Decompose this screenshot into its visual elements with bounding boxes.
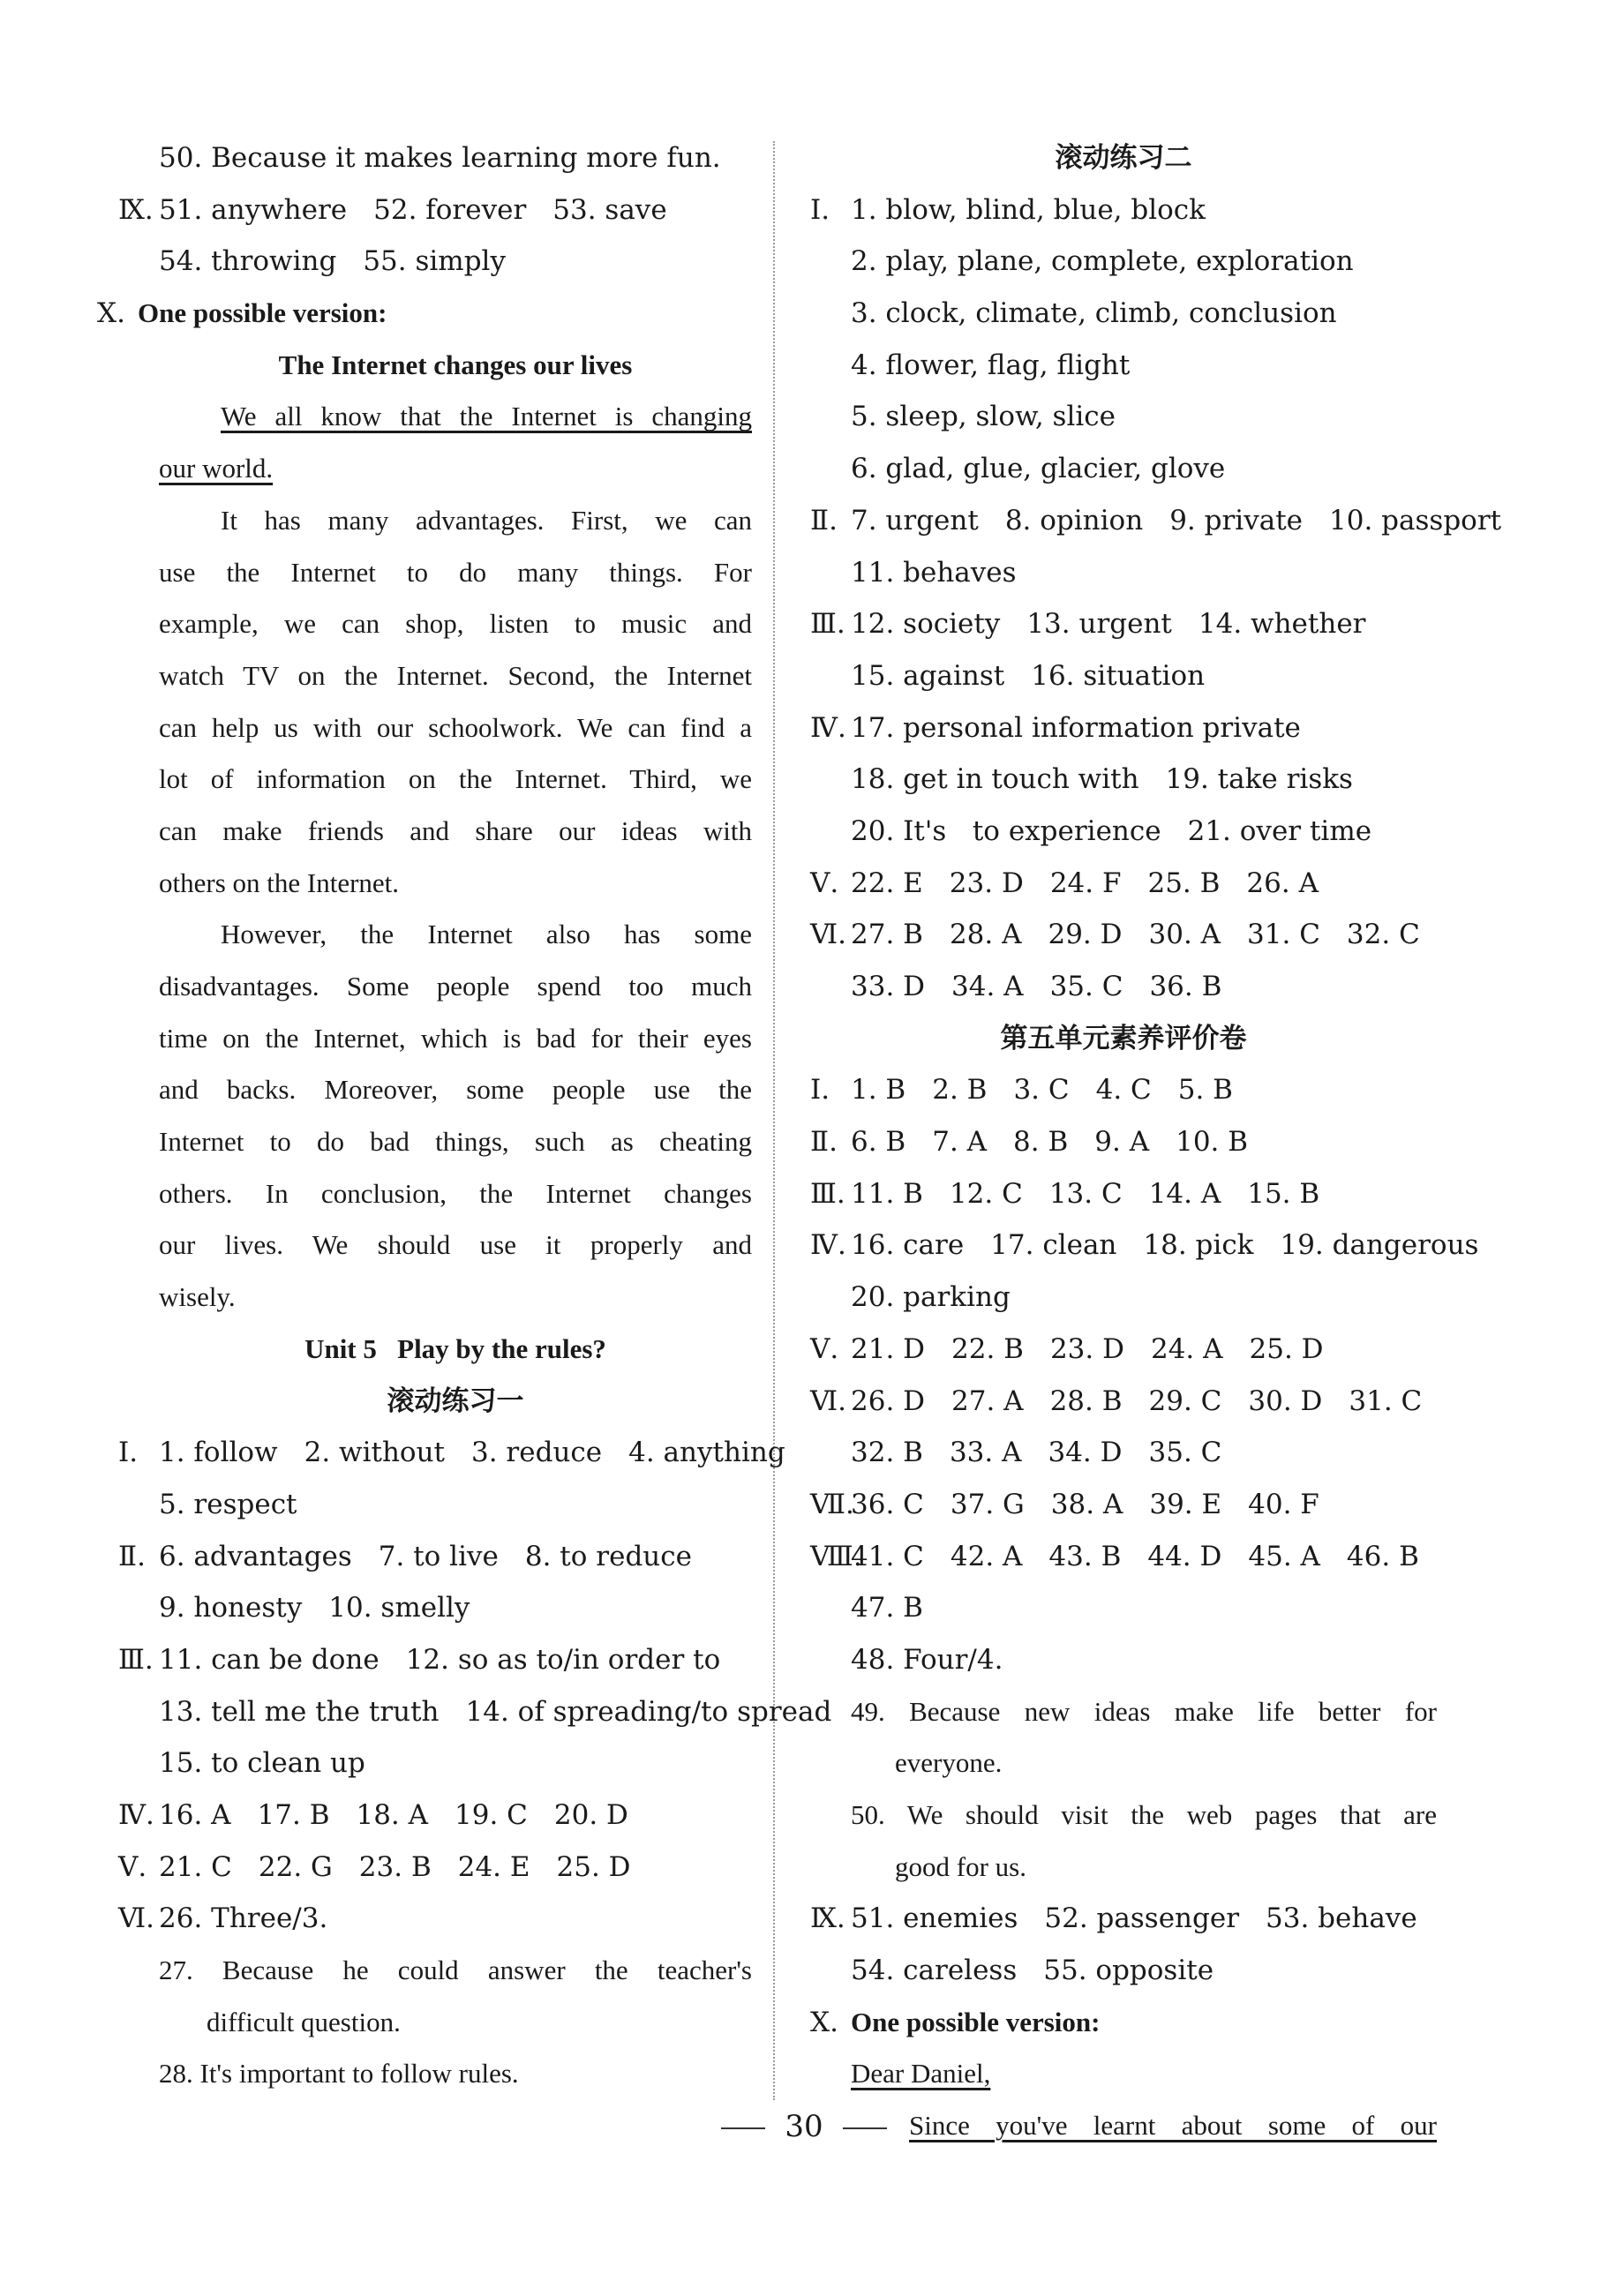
section-v: Ⅴ. 21. C 22. G 23. B 24. E 25. D [118,1842,752,1894]
roman-numeral: Ⅰ. [810,1074,830,1107]
roman-numeral: Ⅴ. [810,867,839,899]
section-label: One possible version: [138,297,387,329]
roman-numeral: Ⅱ. [810,1126,838,1159]
section-vi: Ⅵ. 26. Three/3. [118,1893,752,1945]
essay-line: wisely. [159,1281,236,1313]
answer-line: 50. Because it makes learning more fun. [159,142,721,174]
roman-numeral: Ⅹ. [97,297,125,330]
section-iv: Ⅳ. 16. A 17. B 18. A 19. C 20. D [118,1790,752,1842]
essay-title: The Internet changes our lives [278,349,633,380]
answer-line: 28. It's important to follow rules. [159,2058,519,2090]
section-vi: Ⅵ. 27. B 28. A 29. D 30. A 31. C 32. C [810,909,1437,961]
essay-line: others on the Internet. [159,867,400,898]
roman-numeral: Ⅴ. [810,1332,839,1365]
essay-line: use the Internet to do many things. For [159,556,752,588]
answer-line: 2. play, plane, complete, exploration [851,245,1354,278]
answer-line: 5. sleep, slow, slice [851,401,1116,433]
roman-numeral: Ⅵ. [118,1902,155,1935]
roman-numeral: Ⅳ. [810,1229,846,1262]
footer-dash [843,2127,887,2129]
essay-line: our lives. We should use it properly and [159,1229,752,1261]
answer-line: difficult question. [207,2006,401,2037]
section-ii: Ⅱ. 7. urgent 8. opinion 9. private 10. passport [810,495,1437,547]
page-number: 30 [785,2109,823,2144]
answer-line: 50. We should visit the web pages that are [851,1799,1437,1830]
section-title: 滚动练习二 [1055,142,1192,174]
roman-numeral: Ⅲ. [118,1643,154,1676]
section-vi: Ⅵ. 26. D 27. A 28. B 29. C 30. D 31. C [810,1376,1437,1428]
roman-numeral: Ⅷ. [810,1540,862,1572]
essay-line: It has many advantages. First, we can [221,504,752,536]
answer-line: 48. Four/4. [851,1643,1003,1676]
answer-line: 27. Because he could answer the teacher's [159,1955,752,1986]
roman-numeral: Ⅱ. [118,1540,146,1572]
footer-dash [721,2127,765,2129]
essay-line: others. In conclusion, the Internet changes [159,1177,752,1209]
essay-line: can make friends and share our ideas with [159,814,752,846]
roman-numeral: Ⅵ. [810,1384,847,1417]
essay-line: example, we can shop, listen to music and [159,608,752,640]
answer-line: 3. clock, climate, climb, conclusion [851,297,1337,330]
roman-numeral: Ⅰ. [810,193,830,226]
section-iv: Ⅳ. 17. personal information private [810,702,1437,754]
section-iv: Ⅳ. 16. care 17. clean 18. pick 19. dangerous [810,1219,1437,1272]
answer-line: 33. D 34. A 35. C 36. B [851,971,1222,1002]
section-iii: Ⅲ. 11. can be done 12. so as to/in order to [118,1634,752,1686]
answer-line: 13. tell me the truth 14. of spreading/to spread [159,1695,832,1728]
section-ii: Ⅱ. 6. B 7. A 8. B 9. A 10. B [810,1116,1437,1168]
section-ix: Ⅸ. 51. anywhere 52. forever 53. save [159,184,752,236]
answer-line: 5. respect [159,1488,297,1520]
section-i: Ⅰ. 1. B 2. B 3. C 4. C 5. B [810,1064,1437,1116]
answer-line: 47. B [851,1592,923,1624]
section-i: Ⅰ. 1. follow 2. without 3. reduce 4. anything [118,1427,752,1479]
roman-numeral: Ⅸ. [118,193,154,226]
section-title: 滚动练习一 [387,1384,524,1417]
answer-line: 20. parking [851,1281,1011,1314]
roman-numeral: Ⅱ. [810,504,838,536]
answer-line: 49. Because new ideas make life better for [851,1695,1437,1727]
letter-greeting: Dear Daniel, [851,2058,991,2090]
answer-line: 54. careless 55. opposite [851,1955,1214,1987]
essay-line: watch TV on the Internet. Second, the Internet [159,659,752,691]
unit-title: Unit 5 Play by the rules? [304,1332,606,1364]
page-footer [0,2109,1608,2144]
roman-numeral: Ⅵ. [810,919,847,951]
essay-line: can help us with our schoolwork. We can find a [159,711,752,743]
section-i: Ⅰ. 1. blow, blind, blue, block [810,184,1437,236]
answer-line: 54. throwing 55. simply [159,245,506,278]
essay-line: Internet to do bad things, such as cheating [159,1126,752,1158]
answer-line: 18. get in touch with 19. take risks [851,763,1353,796]
column-divider [773,141,775,2100]
section-iii: Ⅲ. 11. B 12. C 13. C 14. A 15. B [810,1168,1437,1220]
section-title: 第五单元素养评价卷 [1000,1022,1247,1054]
section-x [810,1997,1437,2049]
answer-line: 9. honesty 10. smelly [159,1592,470,1624]
essay-line: and backs. Moreover, some people use the [159,1074,752,1106]
essay-line: time on the Internet, which is bad for their eyes [159,1022,752,1054]
section-label: One possible version: [851,2006,1101,2037]
answer-line: 6. glad, glue, glacier, glove [851,453,1226,485]
answer-line: 20. It's to experience 21. over time [851,814,1372,847]
section-v: Ⅴ. 21. D 22. B 23. D 24. A 25. D [810,1324,1437,1376]
roman-numeral: Ⅴ. [118,1850,147,1883]
roman-numeral: Ⅲ. [810,1177,845,1210]
roman-numeral: Ⅲ. [810,608,845,641]
section-viii: Ⅷ.41. C 42. A 43. B 44. D 45. A 46. B [810,1531,1437,1583]
section-ii: Ⅱ. 6. advantages 7. to live 8. to reduce [118,1531,752,1583]
essay-line: our world. [159,453,274,484]
roman-numeral: Ⅳ. [118,1799,154,1831]
answer-line: good for us. [895,1850,1026,1882]
roman-numeral: Ⅸ. [810,1902,845,1935]
essay-line: We all know that the Internet is changing [221,401,752,432]
section-iii: Ⅲ. 12. society 13. urgent 14. whether [810,598,1437,650]
essay-line: lot of information on the Internet. Third, we [159,763,752,795]
section-vii: Ⅶ.36. C 37. G 38. A 39. E 40. F [810,1479,1437,1531]
roman-numeral: Ⅳ. [810,711,846,744]
answer-line: 32. B 33. A 34. D 35. C [851,1437,1222,1469]
right-column [810,132,1502,2152]
answer-line: everyone. [895,1747,1003,1779]
roman-numeral: Ⅰ. [118,1437,139,1469]
letter-line: Since you've learnt about some of our [909,2110,1437,2142]
section-x [97,288,752,340]
essay-line: disadvantages. Some people spend too much [159,971,752,1002]
section-v: Ⅴ. 22. E 23. D 24. F 25. B 26. A [810,858,1437,910]
answer-line: 15. against 16. situation [851,659,1206,692]
roman-numeral: Ⅹ. [810,2006,838,2038]
section-ix: Ⅸ. 51. enemies 52. passenger 53. behave [810,1893,1437,1945]
roman-numeral: Ⅶ. [810,1488,854,1520]
answer-line: 4. flower, flag, flight [851,349,1131,381]
essay-line: However, the Internet also has some [221,919,752,950]
answer-line: 15. to clean up [159,1747,365,1780]
answer-line: 11. behaves [851,556,1017,589]
